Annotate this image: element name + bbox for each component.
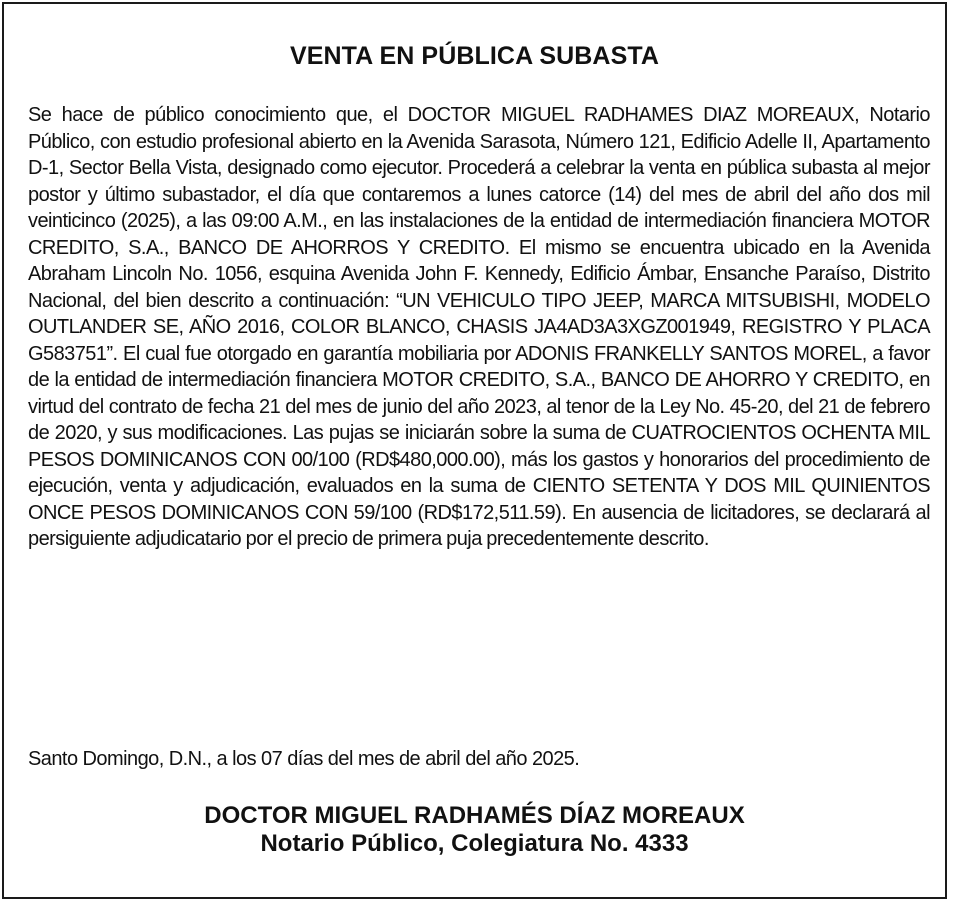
signature-block: [4, 802, 945, 858]
signature-name: DOCTOR MIGUEL RADHAMÉS DÍAZ MOREAUX: [204, 802, 745, 829]
notice-body: Se hace de público conocimiento que, el DOCTOR MIGUEL RADHAMES DIAZ MOREAUX, Notario Público, con estudio profesional abierto en la Avenida Sarasota, Número 121, Edificio Adelle II, Apartamento D-1, Sector Bella Vista, designado como ejecutor. Procederá a celebrar la venta en pública subasta al mejor postor y último subastador, el día que contaremos a lunes catorce (14) del mes de abril del año dos mil veinticinco (2025), a las 09:00 A.M., en las instalaciones de la entidad de intermediación financiera MOTOR CREDITO, S.A., BANCO DE AHORROS Y CREDITO. El mismo se encuentra ubicado en la Avenida Abraham Lincoln No. 1056, esquina Avenida John F. Kennedy, Edificio Ámbar, Ensanche Paraíso, Distrito Nacional, del bien descrito a continuación: “UN VEHICULO TIPO JEEP, MARCA MITSUBISHI, MODELO OUTLANDER SE, AÑO 2016, COLOR BLANCO, CHASIS JA4AD3A3XGZ001949, REGISTRO Y PLACA G583751”. El cual fue otorgado en garantía mobiliaria por ADONIS FRANKELLY SANTOS MOREL, a favor de la entidad de intermediación financiera MOTOR CREDITO, S.A., BANCO DE AHORRO Y CREDITO, en virtud del contrato de fecha 21 del mes de junio del año 2023, al tenor de la Ley No. 45-20, del 21 de febrero de 2020, y sus modificaciones. Las pujas se iniciarán sobre la suma de CUATROCIENTOS OCHENTA MIL PESOS DOMINICANOS CON 00/100 (RD$480,000.00), más los gastos y honorarios del procedimiento de ejecución, venta y adjudicación, evaluados en la suma de CIENTO SETENTA Y DOS MIL QUINIENTOS ONCE PESOS DOMINICANOS CON 59/100 (RD$172,511.59). En ausencia de licitadores, se declarará al persiguiente adjudicatario por el precio de primera puja precedentemente descrito.: [28, 104, 930, 550]
auction-notice: [2, 2, 947, 899]
signature-role: Notario Público, Colegiatura No. 4333: [260, 830, 689, 857]
notice-title: VENTA EN PÚBLICA SUBASTA: [289, 42, 660, 70]
notice-date-line: Santo Domingo, D.N., a los 07 días del mes de abril del año 2025.: [28, 748, 580, 770]
